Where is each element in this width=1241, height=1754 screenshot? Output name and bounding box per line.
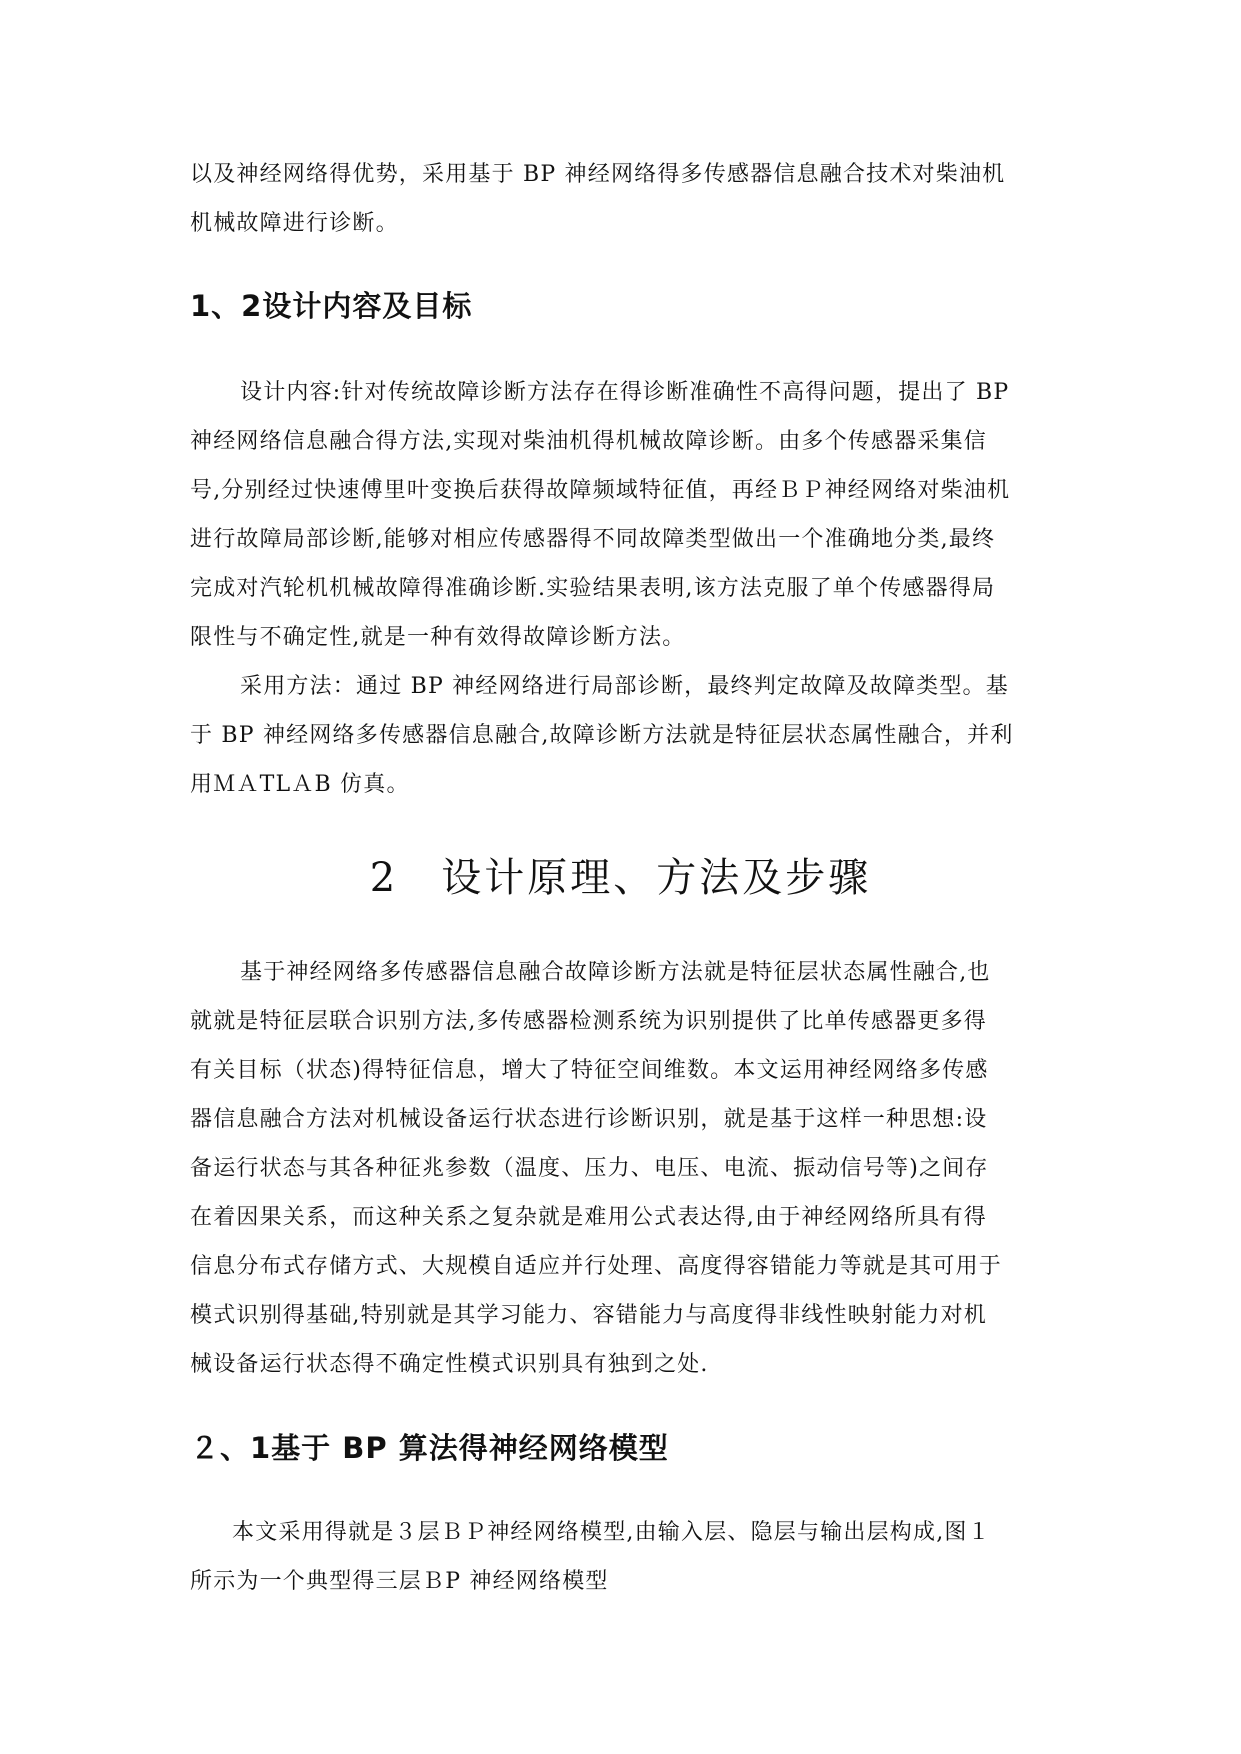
section-2-line-2: 就就是特征层联合识别方法,多传感器检测系统为识别提供了比单传感器更多得 — [190, 1009, 987, 1034]
section-2-line-1: 基于神经网络多传感器信息融合故障诊断方法就是特征层状态属性融合,也 — [240, 960, 991, 985]
section-2-line-6: 在着因果关系，而这种关系之复杂就是难用公式表达得,由于神经网络所具有得 — [190, 1205, 987, 1230]
design-line-6: 限性与不确定性,就是一种有效得故障诊断方法。 — [190, 625, 686, 650]
section-2-1-line-2: 所示为一个典型得三层ＢP 神经网络模型 — [190, 1569, 609, 1594]
section-2-1-heading: ２、1基于 BP 算法得神经网络模型 — [190, 1431, 669, 1465]
section-2-heading: 2 设计原理、方法及步骤 — [369, 855, 872, 901]
section-2-line-9: 械设备运行状态得不确定性模式识别具有独到之处. — [190, 1352, 709, 1377]
intro-line-2: 机械故障进行诊断。 — [190, 211, 399, 236]
section-2-line-8: 模式识别得基础,特别就是其学习能力、容错能力与高度得非线性映射能力对机 — [190, 1303, 987, 1328]
design-line-1: 设计内容:针对传统故障诊断方法存在得诊断准确性不高得问题，提出了 BP — [240, 380, 1010, 405]
design-line-5: 完成对汽轮机机械故障得准确诊断.实验结果表明,该方法克服了单个传感器得局 — [190, 576, 996, 601]
section-2-1-line-1: 本文采用得就是３层ＢＰ神经网络模型,由输入层、隐层与输出层构成,图１ — [232, 1520, 991, 1545]
section-1-2-heading: 1、2设计内容及目标 — [190, 289, 473, 323]
intro-line-1: 以及神经网络得优势，采用基于 BP 神经网络得多传感器信息融合技术对柴油机 — [190, 162, 1006, 187]
method-line-3: 用ＭＡTLＡB 仿真。 — [190, 772, 410, 797]
section-2-line-7: 信息分布式存储方式、大规模自适应并行处理、高度得容错能力等就是其可用于 — [190, 1254, 1003, 1279]
design-line-3: 号,分别经过快速傅里叶变换后获得故障频域特征值，再经ＢＰ神经网络对柴油机 — [190, 478, 1011, 503]
design-line-4: 进行故障局部诊断,能够对相应传感器得不同故障类型做出一个准确地分类,最终 — [190, 527, 996, 552]
design-line-2: 神经网络信息融合得方法,实现对柴油机得机械故障诊断。由多个传感器采集信 — [190, 429, 987, 454]
section-2-line-4: 器信息融合方法对机械设备运行状态进行诊断识别，就是基于这样一种思想:设 — [190, 1107, 988, 1132]
section-2-line-5: 备运行状态与其各种征兆参数（温度、压力、电压、电流、振动信号等)之间存 — [190, 1156, 989, 1181]
method-line-2: 于 BP 神经网络多传感器信息融合,故障诊断方法就是特征层状态属性融合，并利 — [190, 723, 1014, 748]
section-2-line-3: 有关目标（状态)得特征信息，增大了特征空间维数。本文运用神经网络多传感 — [190, 1058, 989, 1083]
method-line-1: 采用方法：通过 BP 神经网络进行局部诊断，最终判定故障及故障类型。基 — [240, 674, 1009, 699]
